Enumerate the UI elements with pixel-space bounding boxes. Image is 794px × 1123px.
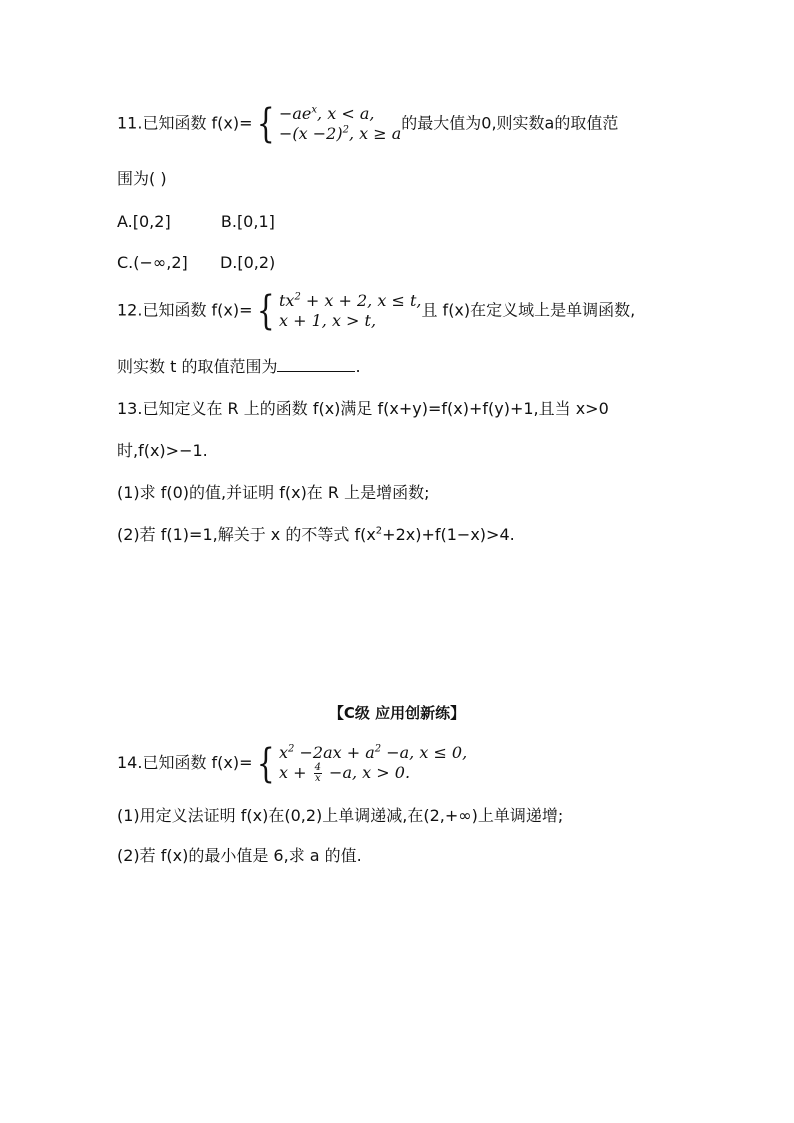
q13-stem-line1: 13.已知定义在 R 上的函数 f(x)满足 f(x+y)=f(x)+f(y)+1,且当 x>0 <box>117 399 609 418</box>
q12-case2: x + 1, x > t, <box>278 311 377 330</box>
q12-prefix: 12.已知函数 f(x)= <box>117 300 253 320</box>
q12-stem-line2: 则实数 t 的取值范围为 . <box>117 357 361 376</box>
left-brace-icon: { <box>256 740 275 787</box>
q12-piecewise <box>279 291 421 331</box>
q11-option-c: C.(−∞,2] <box>117 253 188 272</box>
q11-option-d: D.[0,2) <box>219 253 276 272</box>
q11-options-row1 <box>117 211 275 233</box>
left-brace-icon: { <box>256 101 275 147</box>
q11-suffix: 的最大值为0,则实数a的取值范 <box>401 113 619 133</box>
q11-options-row2 <box>117 252 275 274</box>
fraction: $\frac{4}{x}$ <box>314 762 321 784</box>
q11-piecewise <box>279 104 401 144</box>
q14-case1: $x^2 -2ax + a^2 -a$, x ≤ 0, <box>278 743 468 762</box>
q11-option-a: A.[0,2] <box>117 212 171 231</box>
q13-part1: (1)求 f(0)的值,并证明 f(x)在 R 上是增函数; <box>117 483 430 502</box>
q14-stem <box>117 740 468 787</box>
q11-stem-line2: 围为( ) <box>117 169 167 188</box>
q14-piecewise <box>279 743 467 784</box>
q11-option-b: B.[0,1] <box>220 212 275 231</box>
q14-prefix: 14.已知函数 f(x)= <box>117 753 253 772</box>
q11-stem-line1 <box>117 101 619 147</box>
answer-blank[interactable] <box>277 355 355 372</box>
q12-stem-line1 <box>117 288 636 334</box>
q13-stem-line2: 时,f(x)>−1. <box>117 441 208 460</box>
q11-case2: $-(x -2)^2$, x ≥ a <box>278 124 402 143</box>
q13-part2: (2)若 f(1)=1,解关于 x 的不等式 $f(x^2+2x)+f(1-x)>4$. <box>117 525 515 544</box>
left-brace-icon: { <box>256 288 275 334</box>
q11-case1: $-ae^x$, x < a, <box>278 104 375 123</box>
q11-prefix: 11.已知函数 f(x)= <box>117 113 253 133</box>
q14-part1: (1)用定义法证明 f(x)在(0,2)上单调递减,在(2,+∞)上单调递增; <box>117 806 564 825</box>
q14-case2: x + $\frac{4}{x}$ −a, x > 0. <box>278 762 411 784</box>
q12-suffix: 且 f(x)在定义域上是单调函数, <box>421 300 636 320</box>
section-heading: 【C级 应用创新练】 <box>328 704 466 722</box>
q12-case1: $tx^2 + x + 2$, x ≤ t, <box>278 291 422 310</box>
q14-part2: (2)若 f(x)的最小值是 6,求 a 的值. <box>117 846 362 865</box>
